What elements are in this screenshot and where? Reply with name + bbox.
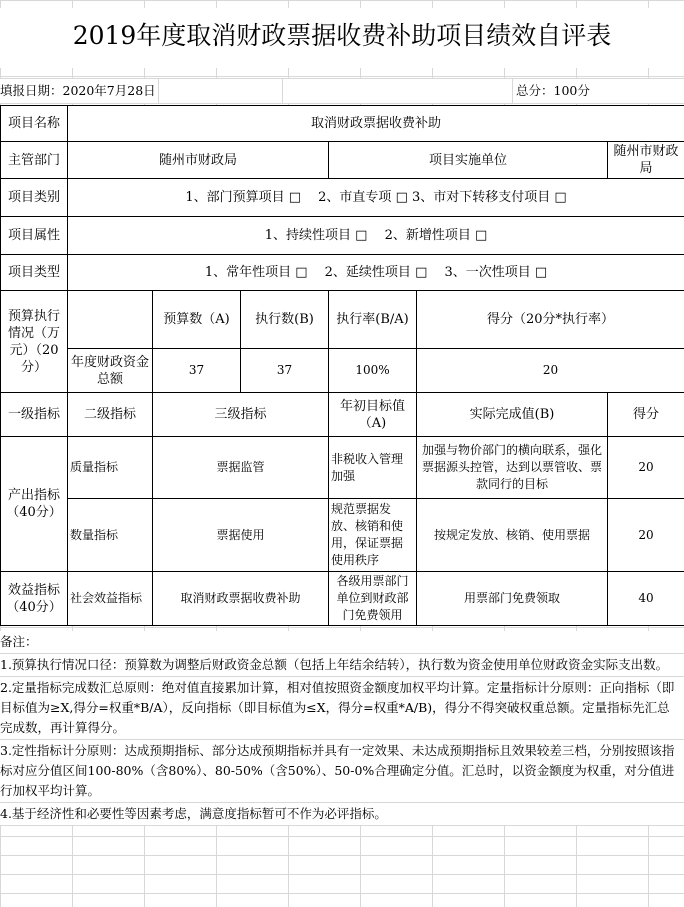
type-options: 1、常年性项目 □ 2、延续性项目 □ 3、一次性项目 □ [68, 255, 684, 291]
indicator-actual: 用票部门免费领取 [417, 572, 608, 626]
note-item: 4.基于经济性和必要性等因素考虑，满意度指标暂可不作为必评指标。 [0, 803, 684, 826]
indicator-target: 规范票据发放、核销和使用，保证票据使用秩序 [329, 499, 417, 572]
indicator-level1: 效益指标（40分） [1, 572, 68, 626]
header-level1: 一级指标 [1, 393, 68, 437]
indicator-level2: 数量指标 [68, 499, 153, 572]
meta-row [0, 78, 684, 104]
page-title: 2019年度取消财政票据收费补助项目绩效自评表 [0, 8, 684, 68]
note-item: 2.定量指标完成数汇总原则：绝对值直接累加计算，相对值按照资金额度加权平均计算。定量指标计分原则：正向指标（即目标值为≥X,得分=权重*B/A），反向指标（即目标值为≤X，得分=权重*A/B)，得分不得突破权重总额。定量指标先汇总完成数，再计算得分。 [0, 677, 684, 740]
indicator-level2: 质量指标 [68, 437, 153, 499]
evaluation-table [0, 105, 684, 626]
budget-score-value: 20 [417, 349, 684, 393]
grid-divider [512, 79, 513, 103]
indicator-level3: 票据使用 [153, 499, 329, 572]
impl-unit-value: 随州市财政局 [608, 142, 684, 179]
budget-row-label: 年度财政资金总额 [68, 349, 153, 393]
category-options: 1、部门预算项目 □ 2、市直专项 □ 3、市对下转移支付项目 □ [68, 179, 684, 217]
header-level2: 二级指标 [68, 393, 153, 437]
note-item: 1.预算执行情况口径：预算数为调整后财政资金总额（包括上年结余结转），执行数为资金使用单位财政资金实际支出数。 [0, 654, 684, 677]
fill-date: 填报日期：2020年7月28日 [0, 83, 156, 98]
notes-section [0, 631, 684, 826]
category-label: 项目类别 [1, 179, 68, 217]
budget-header-budget: 预算数（A) [153, 291, 241, 349]
attribute-label: 项目属性 [1, 217, 68, 255]
budget-header-score: 得分（20分*执行率） [417, 291, 684, 349]
indicator-target: 非税收入管理加强 [329, 437, 417, 499]
impl-unit-label: 项目实施单位 [329, 142, 608, 179]
budget-header-rate: 执行率(B/A) [329, 291, 417, 349]
budget-header-actual: 执行数(B) [241, 291, 329, 349]
header-level3: 三级指标 [153, 393, 329, 437]
indicator-level1: 产出指标（40分） [1, 437, 68, 572]
indicator-actual: 加强与物价部门的横向联系，强化票据源头控管，达到以票管收、票款同行的目标 [417, 437, 608, 499]
header-actual: 实际完成值(B) [417, 393, 608, 437]
grid-divider [158, 79, 159, 103]
indicator-score: 20 [608, 499, 684, 572]
rate-value: 100% [329, 349, 417, 393]
indicator-level2: 社会效益指标 [68, 572, 153, 626]
notes-label: 备注： [0, 631, 684, 654]
budget-value: 37 [153, 349, 241, 393]
type-label: 项目类型 [1, 255, 68, 291]
indicator-score: 40 [608, 572, 684, 626]
department-value: 随州市财政局 [68, 142, 329, 179]
project-name-value: 取消财政票据收费补助 [68, 106, 684, 142]
actual-value: 37 [241, 349, 329, 393]
total-score: 总分：100分 [516, 83, 590, 98]
header-target: 年初目标值（A) [329, 393, 417, 437]
indicator-target: 各级用票部门单位到财政部门免费领用 [329, 572, 417, 626]
indicator-level3: 取消财政票据收费补助 [153, 572, 329, 626]
note-item: 3.定性指标计分原则：达成预期指标、部分达成预期指标并具有一定效果、未达成预期指标且效果较差三档，分别按照该指标对应分值区间100-80%（含80%）、80-50%（含50%）、50-0%合理确定分值。汇总时，以资金额度为权重，对分值进行加权平均计算。 [0, 740, 684, 803]
indicator-level3: 票据监管 [153, 437, 329, 499]
attribute-options: 1、持续性项目 □ 2、新增性项目 □ [68, 217, 684, 255]
header-score: 得分 [608, 393, 684, 437]
budget-empty-cell [68, 291, 153, 349]
indicator-score: 20 [608, 437, 684, 499]
project-name-label: 项目名称 [1, 106, 68, 142]
grid-divider [282, 79, 283, 103]
budget-label: 预算执行情况（万元）（20分） [1, 291, 68, 393]
indicator-actual: 按规定发放、核销、使用票据 [417, 499, 608, 572]
department-label: 主管部门 [1, 142, 68, 179]
